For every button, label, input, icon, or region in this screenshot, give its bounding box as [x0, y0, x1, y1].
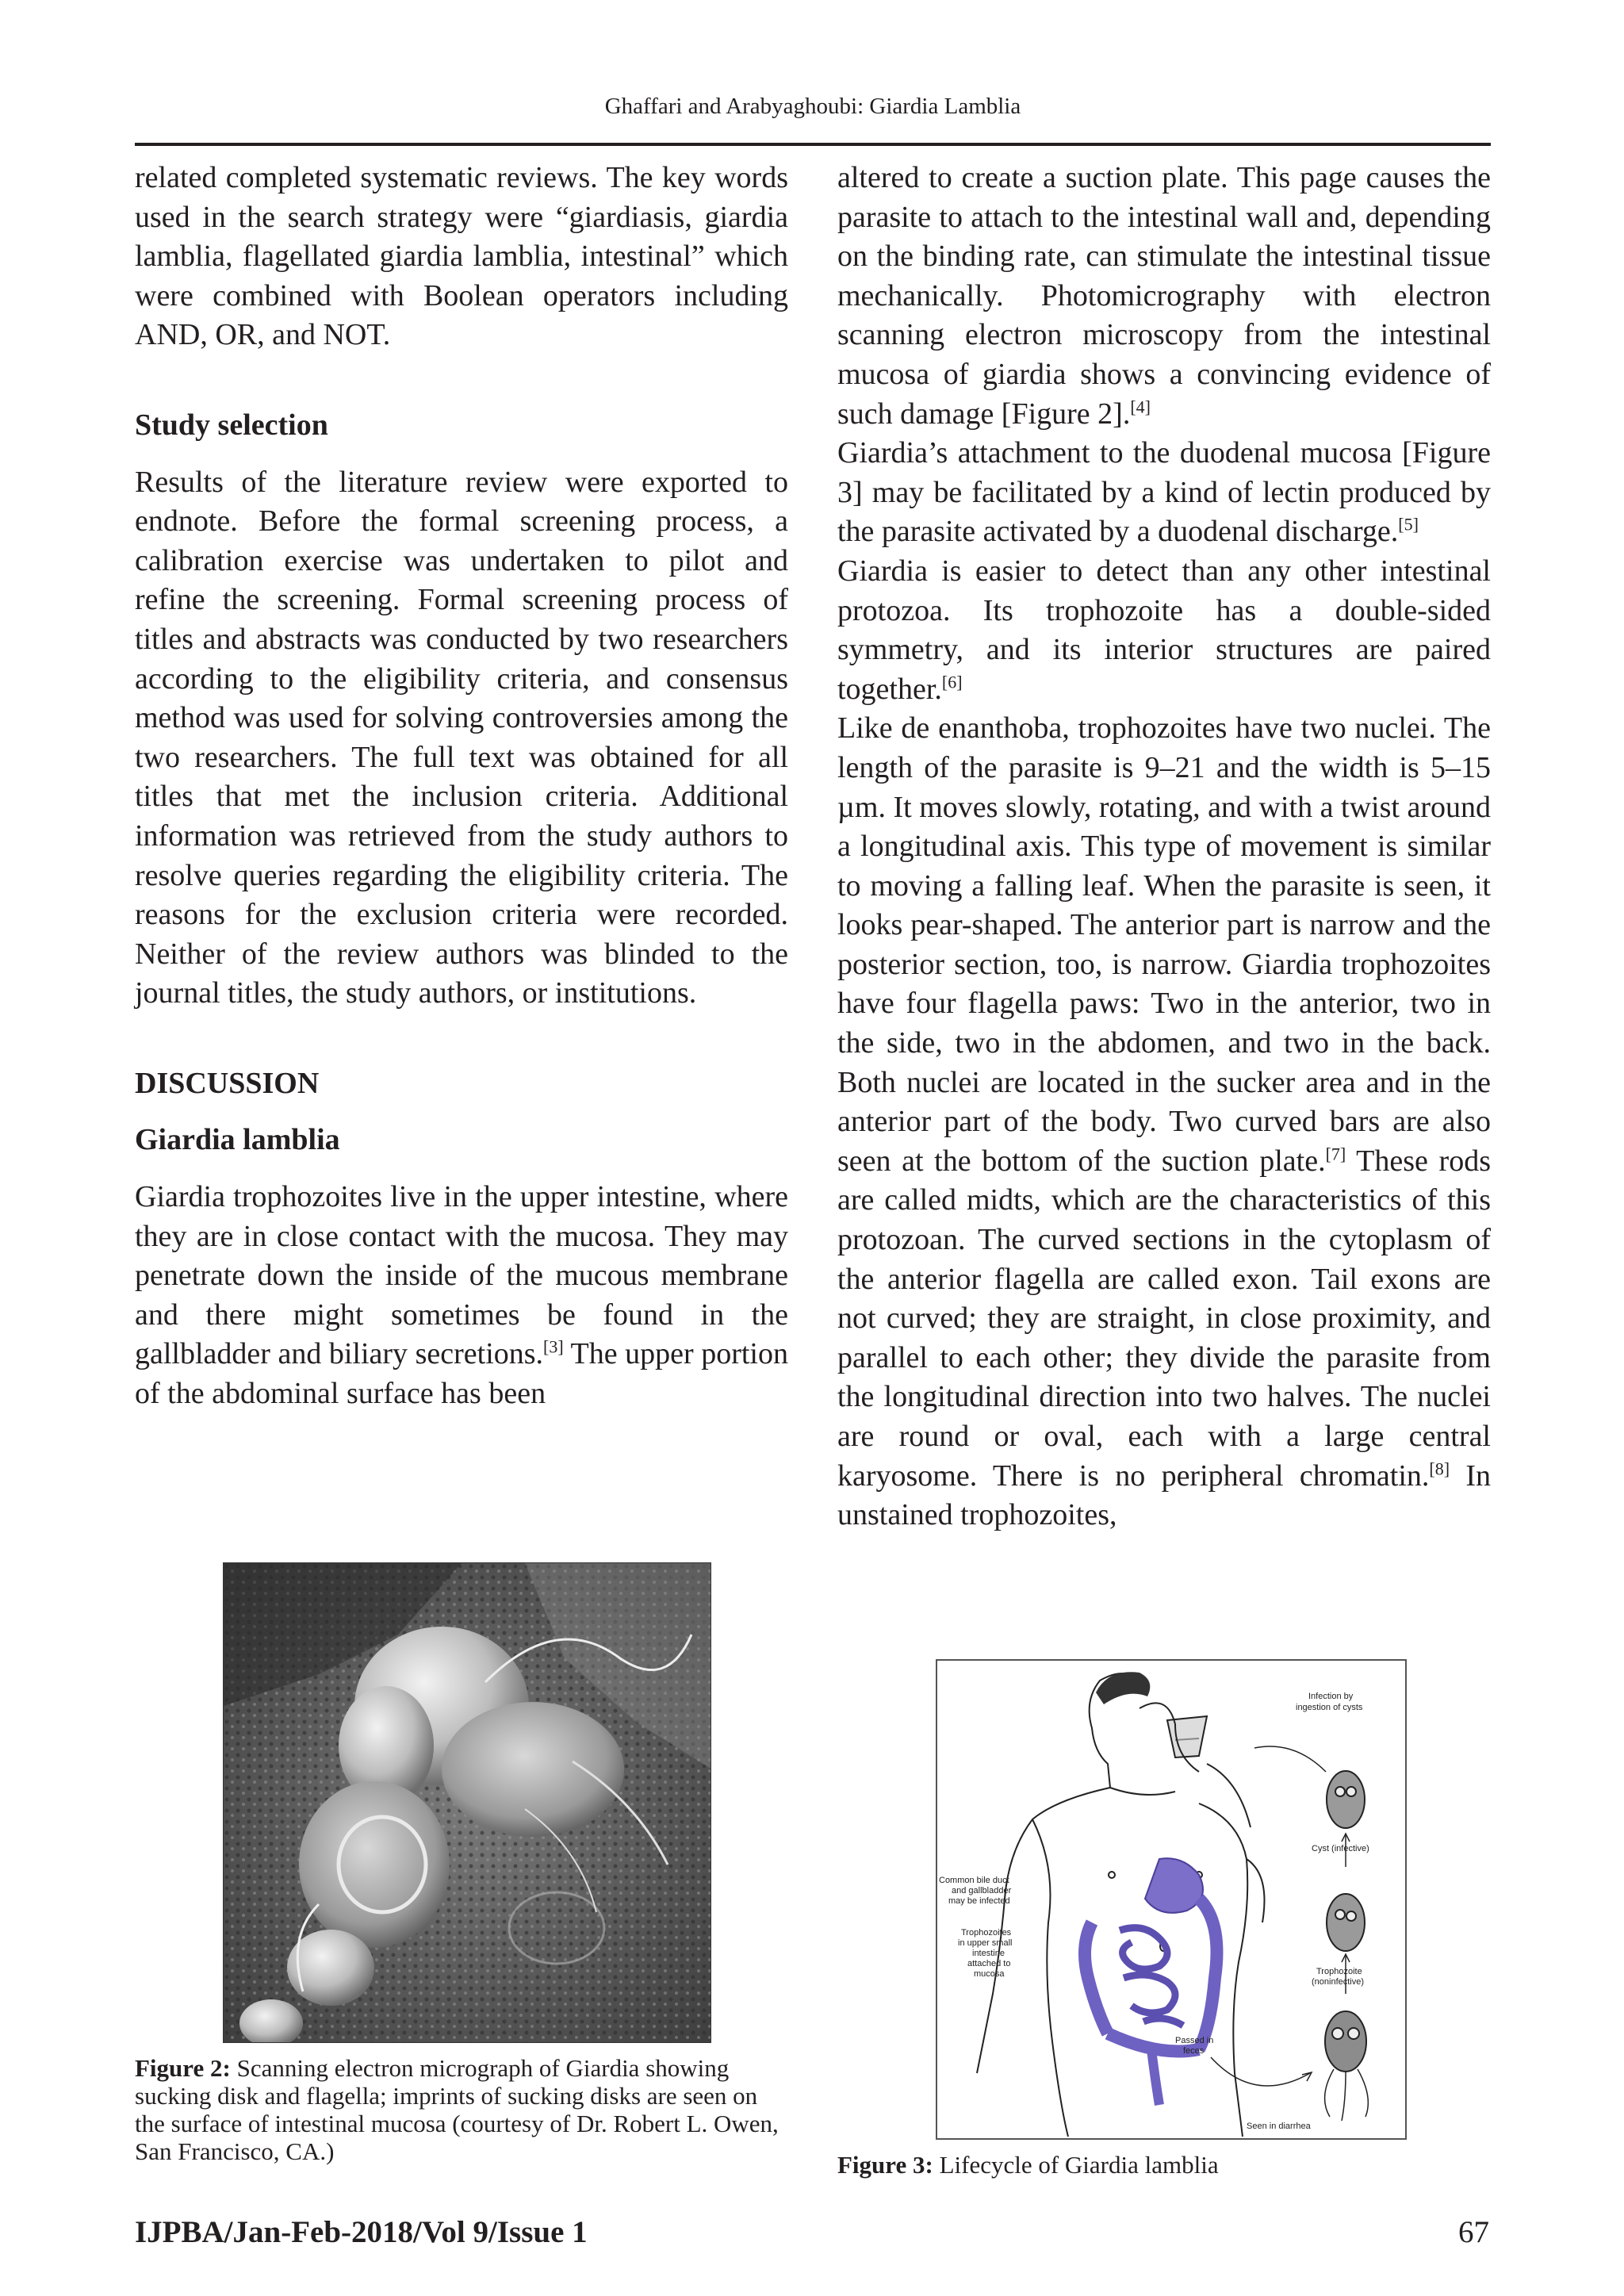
detection-paragraph: Giardia is easier to detect than any other intestinal protozoa. Its trophozoite has a double-sided symmetry, and its interior structures are paired together.[6] — [837, 554, 1491, 706]
label-feces-2: feces — [1183, 2046, 1205, 2056]
morphology-paragraph: Like de enanthoba, trophozoites have two nuclei. The length of the parasite is 9–21 and the width is 5–15 µm. It moves slowly, rotating, and with a twist around a longitudinal axis. This type of movement is similar to moving a falling leaf. When the parasite is seen, it looks pear-shaped. The anterior part is narrow and the posterior section, too, is narrow. Giardia trophozoites have four flagella paws: Two in the anterior, two in the side, two in the abdomen, and two in the back. Both nuclei are located in the sucker area and in the anterior part of the body. Two curved bars are also seen at the bottom of the suction plate.[7] These rods are called midts, which are the characteristics of this protozoan. The curved sections in the cytoplasm of the anterior flagella are called exon. Tail exons are not curved; they are straight, in close proximity, and parallel to each other; they divide the parasite from the longitudinal direction into two halves. The nuclei are round or oval, each with a large central karyosome. There is no peripheral chromatin.[8] In unstained trophozoites, — [837, 711, 1492, 1532]
citation-3: [3] — [543, 1336, 564, 1357]
giardia-heading: Giardia lamblia — [135, 1123, 340, 1157]
label-trophozoites-3: intestine — [972, 1949, 1005, 1958]
discussion-heading: DISCUSSION — [135, 1066, 320, 1100]
citation-6: [6] — [941, 672, 963, 692]
label-bile-3: may be infected — [948, 1896, 1010, 1906]
intro-paragraph: related completed systematic reviews. The key words used in the search strategy were “giardiasis, giardia lamblia, flagellated giardia lamblia, intestinal” which were combined with Boolean operators including AND, OR, and NOT. — [135, 161, 788, 352]
right-column — [837, 159, 1491, 1535]
study-selection-heading: Study selection — [135, 408, 328, 442]
header-rule — [135, 143, 1491, 146]
figure-2-micrograph — [223, 1562, 711, 2043]
citation-7: [7] — [1325, 1144, 1346, 1164]
label-infection-2: ingestion of cysts — [1296, 1703, 1363, 1712]
left-column — [135, 159, 788, 1414]
label-trophozoites-4: attached to — [967, 1959, 1011, 1968]
figure-3-lifecycle-diagram — [936, 1659, 1407, 2140]
label-diarrhea: Seen in diarrhea — [1247, 2122, 1311, 2131]
attachment-paragraph: Giardia’s attachment to the duodenal mucosa [Figure 3] may be facilitated by a kind of lectin produced by the parasite activated by a duodenal discharge.[5] — [837, 436, 1491, 549]
page-number: 67 — [1458, 2215, 1489, 2249]
giardia-paragraph: Giardia trophozoites live in the upper intestine, where they are in close contact with the mucosa. They may penetrate down the inside of the mucous membrane and there might sometimes be found in the gallbladder and biliary secretions.[3] The upper portion of the abdominal surface has been — [135, 1180, 788, 1411]
label-feces-1: Passed in — [1175, 2036, 1214, 2045]
label-trophozoites-5: mucosa — [974, 1969, 1005, 1979]
figure-2-caption: Figure 2: Scanning electron micrograph of Giardia showing sucking disk and flagella; imprints of sucking disks are seen on the surface of intestinal mucosa (courtesy of Dr. Robert L. Owen, San Francisco, CA.) — [135, 2054, 779, 2165]
label-trophozoites-2: in upper small — [958, 1938, 1013, 1948]
citation-4: [4] — [1130, 396, 1151, 416]
figure-3-label: Figure 3: — [837, 2151, 933, 2179]
figure-3-caption: Figure 3: Lifecycle of Giardia lamblia — [837, 2151, 1219, 2179]
label-infection: Infection by — [1308, 1692, 1354, 1701]
label-noninfective: (noninfective) — [1312, 1977, 1365, 1987]
figure-2-label: Figure 2: — [135, 2054, 231, 2082]
running-head: Ghaffari and Arabyaghoubi: Giardia Lamblia — [604, 94, 1021, 119]
suction-plate-paragraph: altered to create a suction plate. This page causes the parasite to attach to the intestinal wall and, depending on the binding rate, can stimulate the intestinal tissue mechanically. Photomicrography with electron scanning electron microscopy from the intestinal mucosa of giardia shows a convincing evidence of such damage [Figure 2].[4] — [837, 161, 1491, 431]
citation-8: [8] — [1429, 1458, 1450, 1478]
label-cyst: Cyst (infective) — [1312, 1844, 1369, 1853]
label-trophozoites-1: Trophozoites — [961, 1928, 1012, 1938]
study-selection-paragraph: Results of the literature review were exported to endnote. Before the formal screening process, a calibration exercise was undertaken to pilot and refine the screening. Formal screening process of titles and abstracts was conducted by two researchers according to the eligibility criteria, and consensus method was used for solving controversies among the two researchers. The full text was obtained for all titles that met the inclusion criteria. Additional information was retrieved from the study authors to resolve queries regarding the eligibility criteria. The reasons for the exclusion criteria were recorded. Neither of the review authors was blinded to the journal titles, the study authors, or institutions. — [135, 465, 788, 1010]
label-bile-1: Common bile duct — [939, 1876, 1009, 1885]
label-bile-2: and gallbladder — [952, 1886, 1012, 1895]
journal-footer: IJPBA/Jan-Feb-2018/Vol 9/Issue 1 — [135, 2215, 588, 2249]
label-trophozoite: Trophozoite — [1316, 1967, 1362, 1976]
citation-5: [5] — [1398, 514, 1419, 535]
